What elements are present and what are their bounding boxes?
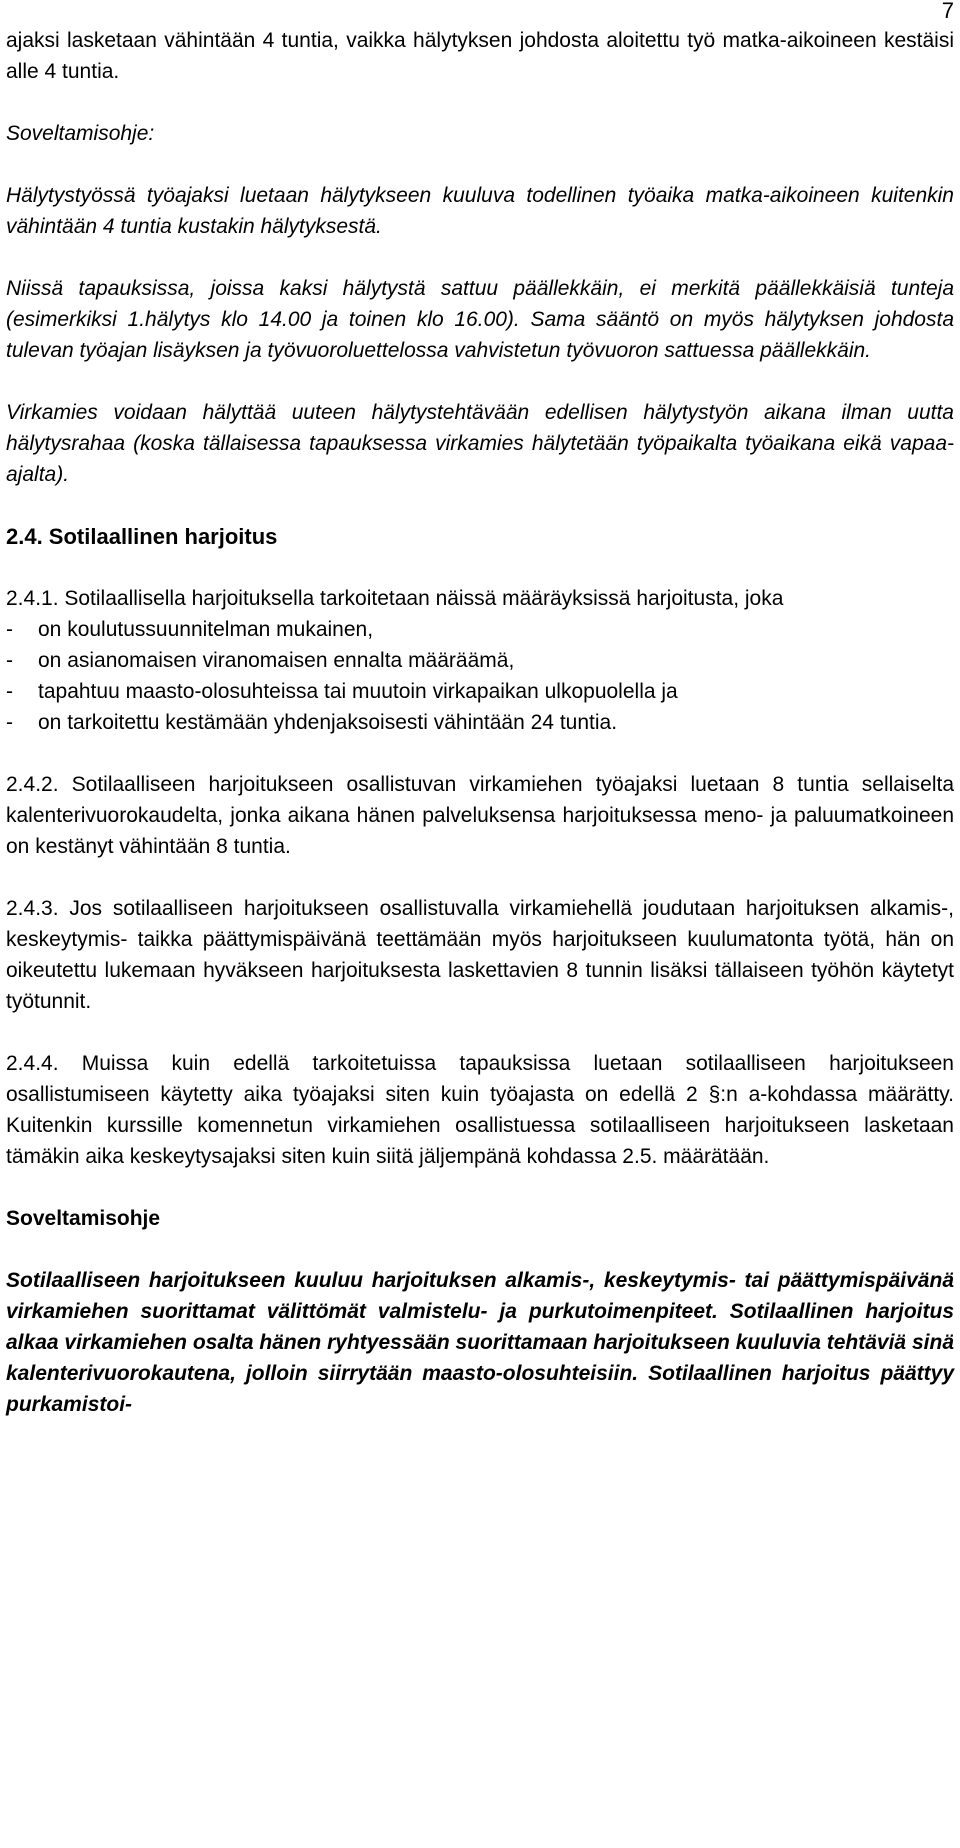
- paragraph-alarm-worktime: Hälytystyössä työajaksi luetaan hälytykseen kuuluva todellinen työaika matka-aikoineen kuitenkin vähintään 4 tuntia kustakin hälytyksestä.: [6, 184, 954, 238]
- paragraph-new-alarm: Virkamies voidaan hälyttää uuteen hälytystehtävään edellisen hälytystyön aikana ilman uutta hälytysrahaa (koska tällaisessa tapauksessa virkamies hälytetään työpaikalta työaikana eikä vapaa-ajalta).: [6, 401, 954, 486]
- paragraph-2-4-3: 2.4.3. Jos sotilaalliseen harjoitukseen osallistuvalla virkamiehellä joudutaan harjoituksen alkamis-, keskeytymis- taikka päättymispäivänä teettämään myös harjoitukseen kuulumatonta työtä, hän on oikeutettu lukemaan hyväkseen harjoituksesta laskettavien 8 tunnin lisäksi tällaiseen työhön käytetyt työtunnit.: [6, 897, 954, 1013]
- section-heading-military-exercise: 2.4. Sotilaallinen harjoitus: [6, 524, 278, 549]
- list-item: - on tarkoitettu kestämään yhdenjaksoisesti vähintään 24 tuntia.: [6, 711, 618, 734]
- list-item: - on asianomaisen viranomaisen ennalta määräämä,: [6, 649, 515, 672]
- list-item: - tapahtuu maasto-olosuhteissa tai muutoin virkapaikan ulkopuolella ja: [6, 680, 678, 703]
- paragraph-2-4-1-intro: 2.4.1. Sotilaallisella harjoituksella tarkoitetaan näissä määräyksissä harjoitusta, joka: [6, 587, 784, 610]
- paragraph-alarm-minimum: ajaksi lasketaan vähintään 4 tuntia, vaikka hälytyksen johdosta aloitettu työ matka-aikoineen kestäisi alle 4 tuntia.: [6, 29, 954, 83]
- page-number: 7: [941, 0, 954, 23]
- document-body: [6, 25, 954, 1420]
- paragraph-2-4-4: 2.4.4. Muissa kuin edellä tarkoitetuissa tapauksissa luetaan sotilaalliseen harjoitukseen osallistumiseen käytetty aika työajaksi siten kuin työajasta on edellä 2 §:n a-kohdassa määrätty. Kuitenkin kurssille komennetun virkamiehen osallistuessa sotilaalliseen harjoitukseen lasketaan tämäkin aika keskeytysajaksi siten kuin siitä jäljempänä kohdassa 2.5. määrätään.: [6, 1052, 954, 1168]
- list-item: - on koulutussuunnitelman mukainen,: [6, 618, 374, 641]
- application-guideline-heading-2: Soveltamisohje: [6, 1207, 161, 1230]
- paragraph-guideline-text: Sotilaalliseen harjoitukseen kuuluu harjoituksen alkamis-, keskeytymis- tai päättymispäivänä virkamiehen suorittamat välittömät valmistelu- ja purkutoimenpiteet. Sotilaallinen harjoitus alkaa virkamiehen osalta hänen ryhtyessään suorittamaan harjoitukseen kuuluvia tehtäviä sinä kalenterivuorokautena, jolloin siirrytään maasto-olosuhteisiin. Sotilaallinen harjoitus päättyy purkamistoi-: [6, 1269, 954, 1416]
- paragraph-overlapping-alarms: Niissä tapauksissa, joissa kaksi hälytystä sattuu päällekkäin, ei merkitä päällekkäisiä tunteja (esimerkiksi 1.hälytys klo 14.00 ja toinen klo 16.00). Sama sääntö on myös hälytyksen johdosta tulevan työajan lisäyksen ja työvuoroluettelossa vahvistetun työvuoron sattuessa päällekkäin.: [6, 277, 954, 362]
- application-guideline-heading-1: Soveltamisohje:: [6, 122, 155, 145]
- paragraph-2-4-2: 2.4.2. Sotilaalliseen harjoitukseen osallistuvan virkamiehen työajaksi luetaan 8 tuntia sellaiselta kalenterivuorokaudelta, jonka aikana hänen palveluksensa harjoituksessa meno- ja paluumatkoineen on kestänyt vähintään 8 tuntia.: [6, 773, 954, 858]
- exercise-criteria-list: [6, 614, 954, 738]
